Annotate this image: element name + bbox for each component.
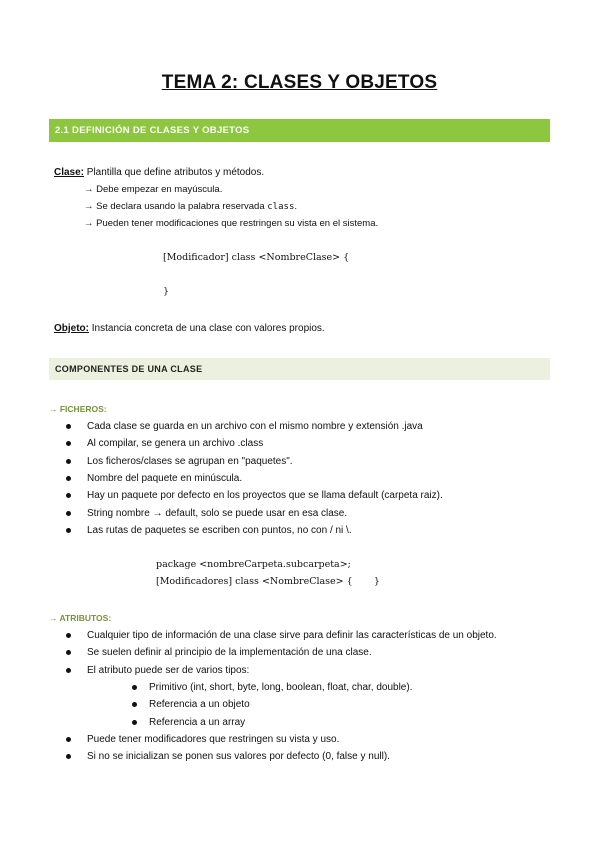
bullet-icon xyxy=(66,459,71,464)
document-page: TEMA 2: CLASES Y OBJETOS 2.1 DEFINICIÓN DE CLASES Y OBJETOS Clase: Plantilla que define atributos y métodos. → Debe empezar en mayúscula. → Se declara usando la palabra reservada class. → Pueden tener modificaciones que restringen su vista en el sistema. [Modificador] class <NombreClase> { } Objeto: Instancia concreta de una clase con valores propios. COMPONENTES DE UNA CLASE → FICHEROS: Cada clase se guarda en un archivo con el mismo nombre y extensión .java Al compilar, se genera un archivo .class Los ficheros/clases se agrupan en "paquetes". Nombre del paquete en minúscula. Hay un paquete por defecto en los proyectos que se llama default (carpeta raiz). String nombre → default, solo se puede usar en esa clase. Las rutas de paquetes se escriben con puntos, no con / ni \. package <nombreCarpeta.subcarpeta>; [Modificadores] class <NombreClase> { } → ATRIBUTOS: Cualquier tipo de información de una clase sirve para definir las características de un objeto. Se suelen definir al principio de la implementación de una clase. El atributo puede ser de varios tipos: Primitivo (int, short, byte, long, boolean, float, char, double). Referencia a un objeto Referencia a un array Puede tener modificadores que restringen su vista y uso. Si no se inicializan se ponen sus valores por defecto (0, false y null). xyxy=(0,0,599,848)
bullet-icon xyxy=(66,511,71,516)
clase-rule-2 xyxy=(84,200,297,214)
bullet-icon xyxy=(66,650,71,655)
clase-definition xyxy=(54,166,264,179)
bullet-icon xyxy=(66,633,71,638)
clase-definition-text: Plantilla que define atributos y métodos. xyxy=(84,167,265,178)
bullet-icon xyxy=(132,720,137,725)
clase-rule-2-end: . xyxy=(294,201,297,212)
bullet-icon xyxy=(66,754,71,759)
clase-term: Clase: xyxy=(54,167,85,178)
bullet-icon xyxy=(132,685,137,690)
subsection-header: COMPONENTES DE UNA CLASE xyxy=(49,358,550,380)
code-class-declaration: [Modificador] class <NombreClase> { xyxy=(163,252,350,263)
bullet-icon xyxy=(66,668,71,673)
page-title: TEMA 2: CLASES Y OBJETOS xyxy=(161,72,438,93)
bullet-icon xyxy=(132,702,137,707)
clase-rule-2-text: → Se declara usando la palabra reservada xyxy=(84,201,268,212)
clase-rule-1: → Debe empezar en mayúscula. xyxy=(84,184,223,195)
bullet-icon xyxy=(66,528,71,533)
code-class-modifiers: [Modificadores] class <NombreClase> { } xyxy=(156,576,380,587)
bullet-icon xyxy=(66,493,71,498)
clase-rule-3: → Pueden tener modificaciones que restringen su vista en el sistema. xyxy=(84,218,379,229)
atributos-heading: → ATRIBUTOS: xyxy=(49,613,112,623)
bullet-icon xyxy=(66,441,71,446)
section-header: 2.1 DEFINICIÓN DE CLASES Y OBJETOS xyxy=(49,119,550,142)
bullet-icon xyxy=(66,737,71,742)
ficheros-heading: → FICHEROS: xyxy=(49,404,107,414)
objeto-definition xyxy=(54,322,325,335)
bullet-icon xyxy=(66,476,71,481)
objeto-definition-text: Instancia concreta de una clase con valores propios. xyxy=(89,323,325,334)
bullet-icon xyxy=(66,424,71,429)
code-class-close: } xyxy=(163,286,170,297)
objeto-term: Objeto: xyxy=(54,323,89,334)
class-keyword: class xyxy=(267,202,295,212)
code-package: package <nombreCarpeta.subcarpeta>; xyxy=(156,559,351,570)
